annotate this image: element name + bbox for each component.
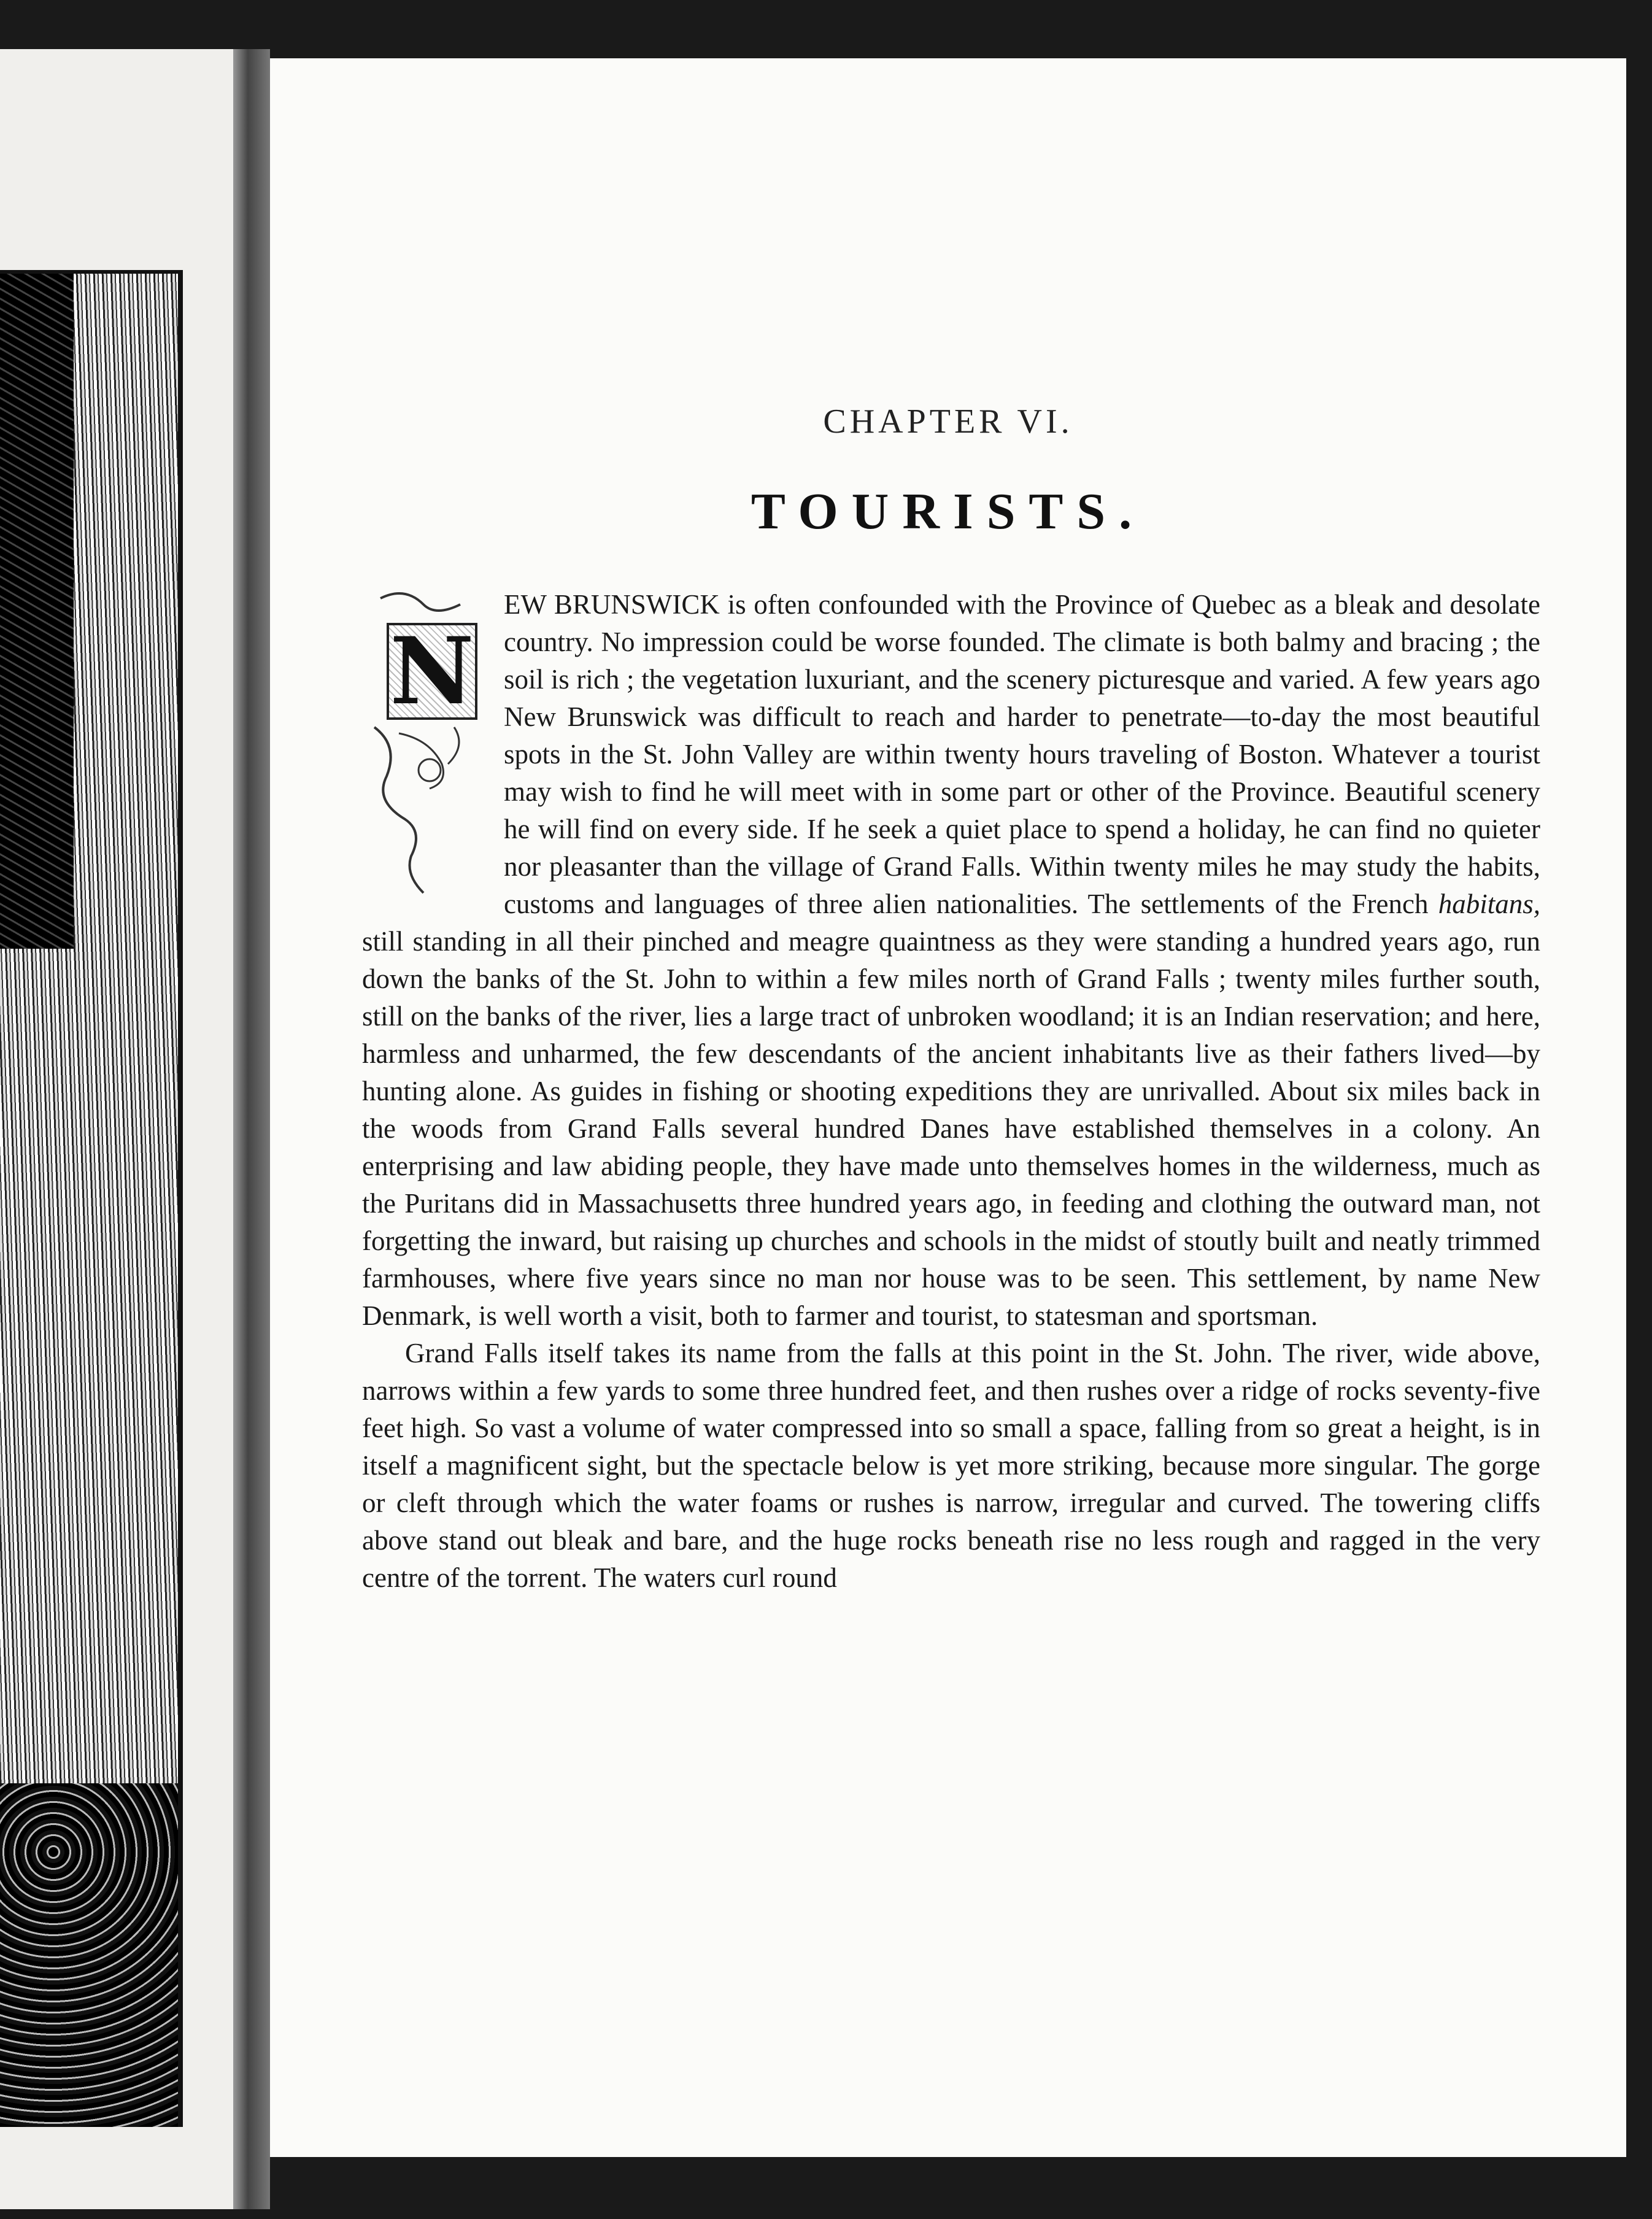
initial-letter: N (390, 617, 474, 725)
chapter-label: CHAPTER VI. (823, 403, 1073, 441)
waterfall-engraving (0, 270, 183, 2127)
cliff-engraving (0, 274, 74, 949)
paragraph-2: Grand Falls itself takes its name from the falls at this point in the St. John. The river, wide above, narrows within a few yards to some three hundred feet, and then rushes over a ridge of rocks seventy-five feet high. So vast a volume of water compressed into so small a space, falling from so great a height, is in itself a magnificent sight, but the spectacle below is yet more striking, because more singular. The gorge or cleft through which the water foams or rushes is narrow, irregular and curved. The towering cliffs above stand out bleak and bare, and the huge rocks beneath rise no less rough and ragged in the very centre of the torrent. The waters curl round (362, 1338, 1540, 1593)
initial-frame (387, 617, 477, 725)
rocks-engraving (0, 1783, 178, 2127)
paragraph-text: is often confounded with the Province of Quebec as a bleak and desolate country. No impression could be worse founded. The climate is both balmy and bracing ; the soil is rich ; the vegetation luxuriant, and the scenery picturesque and varied. A few years ago New Brunswick was difficult to reach and harder to penetrate—to-day the most beautiful spots in the St. John Valley are within twenty hours traveling of Boston. Whatever a tourist may wish to find he will meet with in some part or other of the Province. Beautiful scenery he will find on every side. If he seek a quiet place to spend a holiday, he can find no quieter nor pleasanter than the village of Grand Falls. Within twenty miles he may study the habits, customs and languages of three alien nationalities. The settlements of the French (504, 589, 1540, 919)
paragraph-text: still standing in all their pinched and meagre quaintness as they were standing a hundred years ago, run down the banks of the St. John to within a few miles north of Grand Falls ; twenty miles further south, still on the banks of the river, lies a large tract of unbroken woodland; it is an Indian reservation; and here, harmless and unharmed, the few descendants of the ancient inhabitants live as their fathers lived—by hunting alone. As guides in fishing or shooting expeditions they are unrivalled. About six miles back in the woods from Grand Falls several hundred Danes have established themselves in a colony. An enterprising and law abiding people, they have made unto themselves homes in the wilderness, much as the Puritans did in Massachusetts three hundred years ago, in feeding and clothing the outward man, not forgetting the inward, but raising up churches and schools in the midst of stoutly built and neatly trimmed farmhouses, where five years since no man nor house was to be seen. This settlement, by name New Denmark, is well worth a visit, both to farmer and tourist, to statesman and sportsman. (362, 926, 1540, 1331)
chapter-title: TOURISTS. (751, 483, 1146, 540)
ornamental-initial (362, 586, 482, 905)
italic-term: habitans, (1438, 889, 1540, 919)
paragraph-1 (362, 586, 1540, 1335)
book-gutter (233, 49, 270, 2209)
paragraph-lead: EW BRUNSWICK (504, 589, 720, 620)
facing-page (0, 49, 233, 2209)
chapter-body (362, 586, 1540, 1597)
book-page (270, 58, 1626, 2157)
